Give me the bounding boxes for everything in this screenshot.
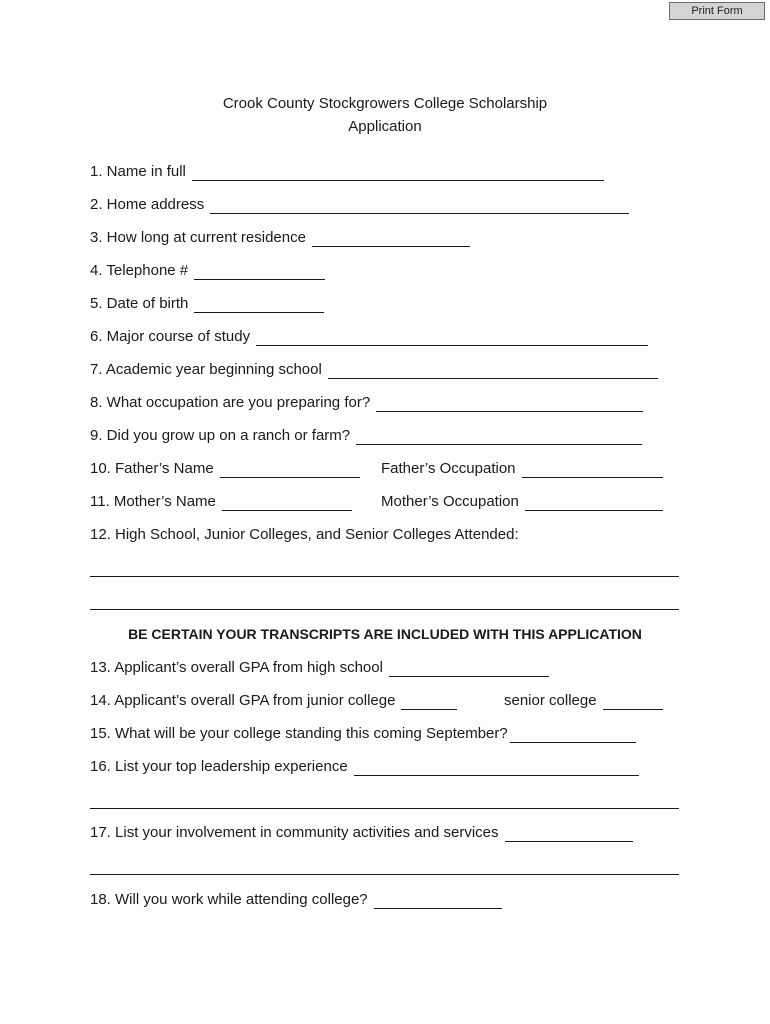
question-6 (90, 328, 648, 346)
ranch-farm-field[interactable] (356, 429, 642, 445)
work-label: 18. Will you work while attending college? (90, 891, 368, 908)
question-10-occupation (381, 460, 663, 478)
question-4 (90, 262, 325, 280)
residence-duration-label: 3. How long at current residence (90, 229, 306, 246)
telephone-field[interactable] (194, 264, 325, 280)
college-standing-field[interactable] (510, 727, 636, 743)
question-7 (90, 361, 658, 379)
hs-gpa-field[interactable] (389, 661, 549, 677)
mothers-occupation-label: Mother’s Occupation (381, 493, 519, 510)
senior-college-gpa-label: senior college (504, 692, 597, 709)
mothers-occupation-field[interactable] (525, 495, 663, 511)
occupation-prep-label: 8. What occupation are you preparing for? (90, 394, 371, 411)
question-5 (90, 295, 324, 313)
leadership-line-2[interactable] (90, 808, 679, 809)
jc-gpa-label: 14. Applicant’s overall GPA from junior college (90, 692, 396, 709)
question-1 (90, 163, 604, 181)
home-address-label: 2. Home address (90, 196, 205, 213)
question-8 (90, 394, 643, 412)
question-17 (90, 824, 633, 842)
senior-college-gpa-field[interactable] (603, 694, 663, 710)
hs-gpa-label: 13. Applicant’s overall GPA from high school (90, 659, 383, 676)
name-field[interactable] (192, 165, 604, 181)
print-form-button[interactable]: Print Form (669, 2, 765, 20)
question-12 (90, 526, 519, 544)
jc-gpa-field[interactable] (401, 694, 457, 710)
fathers-occupation-field[interactable] (522, 462, 663, 478)
occupation-prep-field[interactable] (376, 396, 643, 412)
transcripts-notice: BE CERTAIN YOUR TRANSCRIPTS ARE INCLUDED WITH THIS APPLICATION (128, 626, 642, 642)
mothers-name-field[interactable] (222, 495, 352, 511)
date-of-birth-label: 5. Date of birth (90, 295, 189, 312)
fathers-name-field[interactable] (220, 462, 360, 478)
academic-year-label: 7. Academic year beginning school (90, 361, 322, 378)
community-label: 17. List your involvement in community activities and services (90, 824, 499, 841)
question-18 (90, 891, 502, 909)
question-10 (90, 460, 360, 478)
question-14-senior (504, 692, 663, 710)
question-15 (90, 725, 636, 743)
question-16 (90, 758, 639, 776)
academic-year-field[interactable] (328, 363, 658, 379)
leadership-field[interactable] (354, 760, 639, 776)
question-13 (90, 659, 549, 677)
schools-attended-line-2[interactable] (90, 609, 679, 610)
question-2 (90, 196, 629, 214)
major-field[interactable] (256, 330, 648, 346)
leadership-label: 16. List your top leadership experience (90, 758, 348, 775)
question-9 (90, 427, 642, 445)
home-address-field[interactable] (210, 198, 629, 214)
college-standing-label: 15. What will be your college standing this coming September? (90, 725, 508, 742)
question-11-occupation (381, 493, 663, 511)
fathers-occupation-label: Father’s Occupation (381, 460, 516, 477)
schools-attended-label: 12. High School, Junior Colleges, and Senior Colleges Attended: (90, 526, 519, 543)
ranch-farm-label: 9. Did you grow up on a ranch or farm? (90, 427, 351, 444)
residence-duration-field[interactable] (312, 231, 470, 247)
question-11 (90, 493, 352, 511)
form-subtitle: Application (348, 118, 422, 135)
form-title: Crook County Stockgrowers College Scholarship (222, 95, 548, 112)
fathers-name-label: 10. Father’s Name (90, 460, 214, 477)
community-line-2[interactable] (90, 874, 679, 875)
community-field[interactable] (505, 826, 633, 842)
question-14 (90, 692, 457, 710)
date-of-birth-field[interactable] (194, 297, 324, 313)
question-3 (90, 229, 470, 247)
telephone-label: 4. Telephone # (90, 262, 189, 279)
major-label: 6. Major course of study (90, 328, 251, 345)
name-label: 1. Name in full (90, 163, 186, 180)
schools-attended-line-1[interactable] (90, 576, 679, 577)
mothers-name-label: 11. Mother’s Name (90, 493, 216, 510)
work-field[interactable] (374, 893, 502, 909)
